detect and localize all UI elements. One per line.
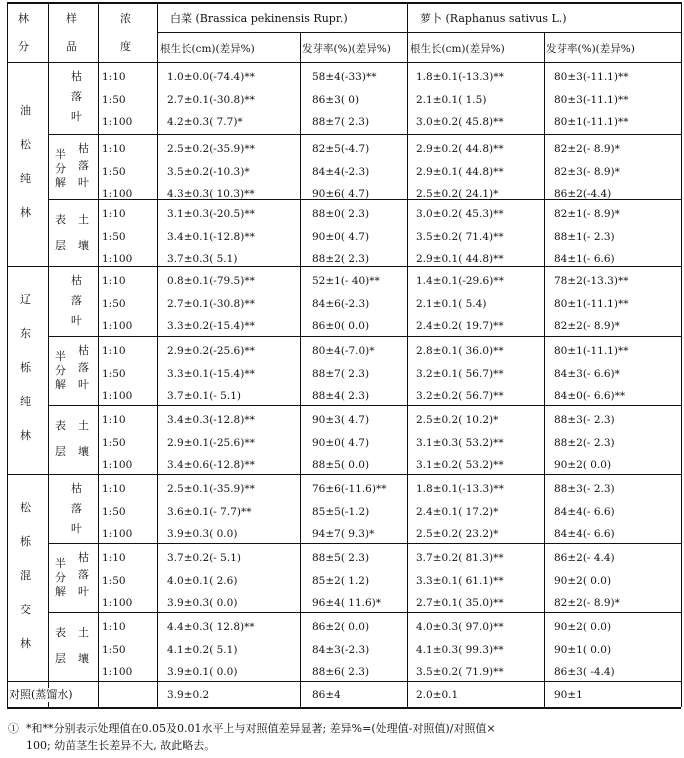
concentration-cell: 1:100 — [102, 597, 133, 610]
table-rule — [7, 681, 681, 682]
radish-root-cell: 4.1±0.3( 99.3)** — [416, 643, 504, 656]
footnote-line-2: 100; 幼苗茎生长差异不大, 故此略去。 — [26, 739, 216, 752]
concentration-cell: 1:10 — [102, 621, 126, 633]
cabbage-root-cell: 2.9±0.2(-25.6)** — [167, 345, 255, 357]
radish-germination-cell: 90±2( 0.0) — [554, 574, 612, 587]
cabbage-root-cell: 2.7±0.1(-30.8)** — [167, 297, 255, 310]
sample-type-char: 叶 — [78, 585, 89, 598]
table-rule — [48, 2, 49, 707]
radish-root-cell: 4.0±0.3( 97.0)** — [416, 621, 504, 633]
concentration-cell: 1:100 — [102, 528, 133, 541]
sample-type-char: 壤 — [78, 239, 89, 252]
forest-type-char: 栎 — [20, 534, 31, 548]
cabbage-root-cell: 3.7±0.1(- 5.1) — [167, 390, 241, 403]
cabbage-germination-cell: 88±7( 2.3) — [312, 367, 370, 380]
sample-type-char: 土 — [78, 419, 89, 432]
forest-type-char: 油 — [20, 104, 31, 117]
sample-type-char: 落 — [71, 502, 82, 515]
cabbage-root-cell: 0.8±0.1(-79.5)** — [167, 275, 255, 287]
cabbage-germination-cell: 52±1(- 40)** — [312, 275, 380, 287]
sample-type-char: 半 — [55, 557, 66, 570]
cabbage-germination-cell: 84±4(-2.3) — [312, 165, 370, 178]
cabbage-root-cell: 3.7±0.2(- 5.1) — [167, 552, 241, 564]
cabbage-root-cell: 3.4±0.6(-12.8)** — [167, 459, 255, 472]
concentration-cell: 1:100 — [102, 459, 133, 472]
radish-germination-cell: 82±2(- 8.9)* — [554, 143, 620, 155]
cabbage-germination-cell: 88±5( 0.0) — [312, 459, 370, 472]
control-label: 对照(蒸馏水) — [9, 688, 73, 701]
cabbage-germination-cell: 96±4( 11.6)* — [312, 597, 381, 610]
footnote-marker: ① — [8, 722, 19, 735]
radish-root-cell: 3.3±0.1( 61.1)** — [416, 574, 504, 587]
table-rule — [407, 2, 408, 707]
radish-germination-cell: 80±3(-11.1)** — [554, 93, 629, 106]
concentration-cell: 1:50 — [102, 297, 126, 310]
sample-type-char: 枯 — [71, 274, 82, 287]
radish-germination-cell: 80±1(-11.1)** — [554, 116, 629, 129]
table-rule — [48, 612, 681, 613]
sample-type-char: 枯 — [78, 344, 89, 357]
radish-root-cell: 3.1±0.3( 53.2)** — [416, 436, 504, 449]
concentration-cell: 1:50 — [102, 574, 126, 587]
cabbage-germination-cell: 86±0( 0.0) — [312, 320, 370, 333]
radish-germination-cell: 80±1(-11.1)** — [554, 297, 629, 310]
concentration-cell: 1:10 — [102, 552, 126, 564]
cabbage-germination-cell: 90±3( 4.7) — [312, 414, 370, 426]
radish-germination-cell: 78±2(-13.3)** — [554, 275, 629, 287]
sample-type-char: 壤 — [78, 445, 89, 458]
radish-germination-cell: 84±3(- 6.6)* — [554, 367, 620, 380]
concentration-cell: 1:50 — [102, 643, 126, 656]
cabbage-root-cell: 2.9±0.1(-25.6)** — [167, 436, 255, 449]
cabbage-germination-cell: 76±6(-11.6)** — [312, 483, 387, 495]
radish-root-cell: 2.8±0.1( 36.0)** — [416, 345, 504, 357]
concentration-cell: 1:100 — [102, 390, 133, 403]
radish-root-cell: 3.2±0.2( 56.7)** — [416, 390, 504, 403]
header-sample-2: 品 — [66, 40, 77, 53]
radish-root-cell: 1.8±0.1(-13.3)** — [416, 71, 504, 83]
sample-type-char: 解 — [55, 176, 66, 189]
cabbage-root-cell: 3.5±0.2(-10.3)* — [167, 165, 250, 178]
radish-root-cell: 2.7±0.1( 35.0)** — [416, 597, 504, 610]
table-rule — [7, 707, 681, 709]
radish-root-cell: 1.4±0.1(-29.6)** — [416, 275, 504, 287]
sample-type-char: 枯 — [78, 551, 89, 564]
radish-germination-cell: 86±2(-4.4) — [554, 188, 612, 201]
sample-type-char: 表 — [55, 213, 66, 226]
header-species-cabbage: 白菜 (Brassica pekinensis Rupr.) — [170, 12, 348, 25]
cabbage-root-cell: 4.3±0.3( 10.3)** — [167, 188, 255, 201]
radish-root-cell: 2.4±0.2( 19.7)** — [416, 320, 504, 333]
cabbage-germination-cell: 84±6(-2.3) — [312, 297, 370, 310]
sample-type-char: 表 — [55, 419, 66, 432]
cabbage-root-cell: 3.9±0.3( 0.0) — [167, 528, 238, 541]
sample-type-char: 表 — [55, 626, 66, 639]
radish-germination-cell: 90±2( 0.0) — [554, 459, 612, 472]
cabbage-root-cell: 3.4±0.3(-12.8)** — [167, 414, 255, 426]
radish-root-cell: 2.5±0.2( 10.2)* — [416, 414, 499, 426]
forest-type-char: 东 — [20, 327, 31, 340]
radish-root-cell: 3.7±0.2( 81.3)** — [416, 552, 504, 564]
radish-root-cell: 2.4±0.1( 17.2)* — [416, 505, 499, 518]
cabbage-germination-cell: 85±2( 1.2) — [312, 574, 370, 587]
radish-germination-cell: 88±3(- 2.3) — [554, 483, 615, 495]
cabbage-germination-cell: 94±7( 9.3)* — [312, 528, 375, 541]
forest-type-char: 混 — [20, 568, 31, 582]
sample-type-char: 落 — [71, 294, 82, 307]
cabbage-root-cell: 3.1±0.3(-20.5)** — [167, 208, 255, 220]
radish-root-cell: 2.1±0.1( 1.5) — [416, 93, 487, 106]
concentration-cell: 1:50 — [102, 436, 126, 449]
concentration-cell: 1:50 — [102, 93, 126, 106]
sample-type-char: 半 — [55, 350, 66, 363]
concentration-cell: 1:100 — [102, 320, 133, 333]
cabbage-root-cell: 3.3±0.2(-15.4)** — [167, 320, 255, 333]
sample-type-char: 分 — [55, 571, 66, 584]
concentration-cell: 1:50 — [102, 367, 126, 380]
radish-germination-cell: 86±2(- 4.4) — [554, 552, 615, 564]
cabbage-root-cell: 1.0±0.0(-74.4)** — [167, 71, 255, 83]
radish-root-cell: 2.5±0.2( 24.1)* — [416, 188, 499, 201]
radish-germination-cell: 80±1(-11.1)** — [554, 345, 629, 357]
radish-germination-cell: 88±3(- 2.3) — [554, 414, 615, 426]
radish-root-cell: 1.8±0.1(-13.3)** — [416, 483, 504, 495]
concentration-cell: 1:100 — [102, 188, 133, 201]
radish-root-cell: 2.1±0.1( 5.4) — [416, 297, 487, 310]
table-rule — [7, 2, 681, 4]
sample-type-char: 壤 — [78, 652, 89, 665]
sample-type-char: 枯 — [71, 70, 82, 83]
concentration-cell: 1:100 — [102, 253, 133, 266]
header-root-growth: 根生长(cm)(差异%) — [410, 43, 505, 55]
header-type: 分 — [18, 40, 29, 53]
concentration-cell: 1:50 — [102, 230, 126, 243]
concentration-cell: 1:100 — [102, 116, 133, 129]
forest-type-char: 交 — [20, 602, 31, 616]
sample-type-char: 解 — [55, 378, 66, 391]
forest-type-char: 林 — [20, 636, 31, 650]
table-rule — [157, 32, 681, 33]
radish-germination-cell: 88±2(- 2.3) — [554, 436, 615, 449]
header-concentration-2: 度 — [120, 40, 131, 53]
cabbage-germination-cell: 86±2( 0.0) — [312, 621, 370, 633]
forest-type-char: 栎 — [20, 361, 31, 374]
radish-root-cell: 3.5±0.2( 71.4)** — [416, 230, 504, 243]
radish-germination-cell: 90±1( 0.0) — [554, 643, 612, 656]
table-rule — [7, 474, 681, 475]
cabbage-root-cell: 3.7±0.3( 5.1) — [167, 253, 238, 266]
radish-root-cell: 3.0±0.2( 45.3)** — [416, 208, 504, 220]
concentration-cell: 1:10 — [102, 414, 126, 426]
sample-type-char: 叶 — [71, 522, 82, 535]
radish-root-cell: 2.9±0.1( 44.8)** — [416, 253, 504, 266]
cabbage-root-cell: 3.6±0.1(- 7.7)** — [167, 505, 252, 518]
sample-type-char: 落 — [78, 568, 89, 581]
sample-type-char: 层 — [55, 239, 66, 252]
sample-type-char: 土 — [78, 626, 89, 639]
radish-germination-cell: 82±2(- 8.9)* — [554, 597, 620, 610]
cabbage-root-cell: 3.3±0.1(-15.4)** — [167, 367, 255, 380]
header-species-radish: 萝卜 (Raphanus sativus L.) — [420, 12, 567, 25]
concentration-cell: 1:50 — [102, 165, 126, 178]
cabbage-germination-cell: 84±3(-2.3) — [312, 643, 370, 656]
radish-germination-cell: 82±3(- 8.9)* — [554, 165, 620, 178]
concentration-cell: 1:10 — [102, 483, 126, 495]
cabbage-germination-cell: 82±5(-4.7) — [312, 143, 370, 155]
control-cabbage-root: 3.9±0.2 — [167, 689, 210, 701]
radish-germination-cell: 84±4(- 6.6) — [554, 505, 615, 518]
table-rule — [98, 2, 99, 707]
concentration-cell: 1:100 — [102, 666, 133, 679]
cabbage-germination-cell: 88±0( 2.3) — [312, 208, 370, 220]
sample-type-char: 枯 — [78, 142, 89, 155]
table-rule — [544, 32, 545, 707]
cabbage-root-cell: 2.5±0.1(-35.9)** — [167, 483, 255, 495]
sample-type-char: 落 — [78, 361, 89, 374]
header-germination: 发芽率(%)(差异%) — [546, 43, 635, 55]
cabbage-root-cell: 4.1±0.2( 5.1) — [167, 643, 238, 656]
cabbage-germination-cell: 88±2( 2.3) — [312, 253, 370, 266]
radish-root-cell: 3.5±0.2( 71.9)** — [416, 666, 504, 679]
cabbage-germination-cell: 86±3( 0) — [312, 93, 360, 106]
footnote-line-1: *和**分别表示处理值在0.05及0.01水平上与对照值差异显著; 差异%=(处理值-对照值)/对照值× — [26, 722, 496, 735]
cabbage-germination-cell: 88±6( 2.3) — [312, 666, 370, 679]
forest-type-char: 纯 — [20, 172, 31, 185]
cabbage-germination-cell: 85±5(-1.2) — [312, 505, 370, 518]
radish-germination-cell: 84±4(- 6.6) — [554, 528, 615, 541]
radish-germination-cell: 80±3(-11.1)** — [554, 71, 629, 83]
radish-germination-cell: 90±2( 0.0) — [554, 621, 612, 633]
radish-germination-cell: 82±1(- 8.9)* — [554, 208, 620, 220]
concentration-cell: 1:50 — [102, 505, 126, 518]
forest-type-char: 林 — [20, 206, 31, 219]
cabbage-germination-cell: 90±0( 4.7) — [312, 230, 370, 243]
table-rule — [681, 2, 682, 707]
radish-root-cell: 2.9±0.1( 44.8)** — [416, 165, 504, 178]
sample-type-char: 解 — [55, 585, 66, 598]
sample-type-char: 叶 — [78, 378, 89, 391]
footnote — [8, 720, 676, 754]
table-rule — [48, 336, 681, 337]
radish-root-cell: 2.5±0.2( 23.2)* — [416, 528, 499, 541]
table-rule — [7, 62, 681, 63]
sample-type-char: 半 — [55, 148, 66, 161]
concentration-cell: 1:10 — [102, 208, 126, 220]
forest-type-char: 纯 — [20, 395, 31, 408]
sample-type-char: 分 — [55, 162, 66, 175]
cabbage-root-cell: 3.9±0.1( 0.0) — [167, 666, 238, 679]
sample-type-char: 落 — [71, 90, 82, 103]
radish-root-cell: 3.0±0.2( 45.8)** — [416, 116, 504, 129]
cabbage-root-cell: 3.9±0.3( 0.0) — [167, 597, 238, 610]
sample-type-char: 层 — [55, 652, 66, 665]
cabbage-germination-cell: 90±6( 4.7) — [312, 188, 370, 201]
cabbage-germination-cell: 88±5( 2.3) — [312, 552, 370, 564]
cabbage-germination-cell: 58±4(-33)** — [312, 71, 377, 83]
cabbage-root-cell: 4.2±0.3( 7.7)* — [167, 116, 243, 129]
radish-root-cell: 3.2±0.1( 56.7)** — [416, 367, 504, 380]
radish-root-cell: 2.9±0.2( 44.8)** — [416, 143, 504, 155]
cabbage-root-cell: 3.4±0.1(-12.8)** — [167, 230, 255, 243]
cabbage-germination-cell: 88±7( 2.3) — [312, 116, 370, 129]
cabbage-root-cell: 2.7±0.1(-30.8)** — [167, 93, 255, 106]
control-radish-germination: 90±1 — [554, 689, 583, 701]
radish-germination-cell: 84±1(- 6.6) — [554, 253, 615, 266]
table-rule — [300, 32, 301, 707]
table-rule — [48, 405, 681, 406]
cabbage-root-cell: 4.0±0.1( 2.6) — [167, 574, 238, 587]
control-cabbage-germination: 86±4 — [312, 689, 341, 701]
forest-type-char: 辽 — [20, 293, 31, 306]
table-rule — [48, 134, 681, 135]
cabbage-germination-cell: 90±0( 4.7) — [312, 436, 370, 449]
radish-germination-cell: 86±3( -4.4) — [554, 666, 615, 679]
header-sample: 样 — [66, 12, 77, 25]
sample-type-char: 枯 — [71, 482, 82, 495]
concentration-cell: 1:10 — [102, 143, 126, 155]
sample-type-char: 叶 — [71, 314, 82, 327]
sample-type-char: 叶 — [71, 110, 82, 123]
sample-type-char: 层 — [55, 445, 66, 458]
table-rule — [7, 2, 8, 707]
header-germination: 发芽率(%)(差异%) — [302, 43, 391, 55]
radish-germination-cell: 82±2(- 8.9)* — [554, 320, 620, 333]
table-rule — [157, 2, 158, 707]
forest-type-char: 松 — [20, 138, 31, 151]
header-forest: 林 — [18, 12, 29, 25]
cabbage-root-cell: 2.5±0.2(-35.9)** — [167, 143, 255, 155]
cabbage-germination-cell: 88±4( 2.3) — [312, 390, 370, 403]
forest-type-char: 松 — [20, 500, 31, 514]
cabbage-germination-cell: 80±4(-7.0)* — [312, 345, 375, 357]
concentration-cell: 1:10 — [102, 275, 126, 287]
control-radish-root: 2.0±0.1 — [416, 689, 459, 701]
sample-type-char: 落 — [78, 159, 89, 172]
header-concentration: 浓 — [120, 12, 131, 25]
header-root-growth: 根生长(cm)(差异%) — [160, 43, 255, 55]
radish-germination-cell: 88±1(- 2.3) — [554, 230, 615, 243]
table-rule — [48, 543, 681, 544]
sample-type-char: 分 — [55, 364, 66, 377]
concentration-cell: 1:10 — [102, 345, 126, 357]
sample-type-char: 叶 — [78, 176, 89, 189]
cabbage-root-cell: 4.4±0.3( 12.8)** — [167, 621, 255, 633]
sample-type-char: 土 — [78, 213, 89, 226]
radish-germination-cell: 84±0(- 6.6)** — [554, 390, 626, 403]
forest-type-char: 林 — [20, 429, 31, 442]
concentration-cell: 1:10 — [102, 71, 126, 83]
radish-root-cell: 3.1±0.2( 53.2)** — [416, 459, 504, 472]
